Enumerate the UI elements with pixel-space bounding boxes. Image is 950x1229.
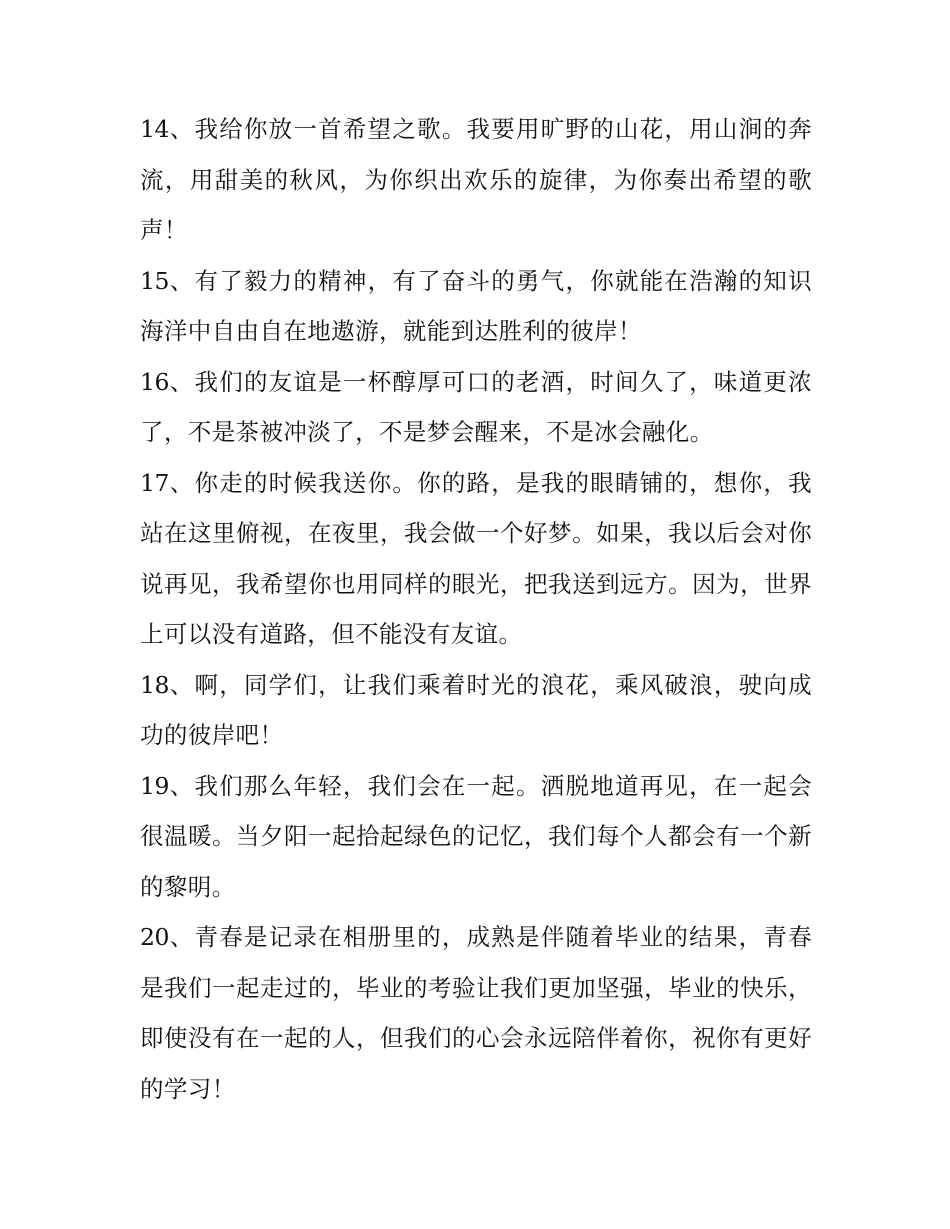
paragraph-text: 我们那么年轻，我们会在一起。洒脱地道再见，在一起会很温暖。当夕阳一起拾起绿色的记忆，我们每个人都会有一个新的黎明。 — [140, 771, 813, 901]
paragraph-text: 有了毅力的精神，有了奋斗的勇气，你就能在浩瀚的知识海洋中自由自在地遨游，就能到达胜利的彼岸！ — [140, 266, 813, 345]
paragraph-number: 17 — [140, 468, 169, 497]
paragraph-number: 20 — [140, 923, 169, 951]
paragraph-17 — [140, 458, 812, 660]
paragraph-text: 啊，同学们，让我们乘着时光的浪花，乘风破浪，驶向成功的彼岸吧！ — [140, 670, 813, 749]
document-page — [140, 104, 812, 1114]
paragraph-separator: 、 — [168, 266, 195, 295]
paragraph-separator: 、 — [168, 771, 195, 800]
paragraph-20 — [140, 912, 812, 1114]
paragraph-16 — [140, 357, 812, 458]
paragraph-text: 你走的时候我送你。你的路，是我的眼睛铺的，想你，我站在这里俯视，在夜里，我会做一个好梦。如果，我以后会对你说再见，我希望你也用同样的眼光，把我送到远方。因为，世界上可以没有道路，但不能没有友谊。 — [140, 468, 813, 648]
paragraph-text: 我给你放一首希望之歌。我要用旷野的山花，用山涧的奔流，用甜美的秋风，为你织出欢乐的旋律，为你奏出希望的歌声！ — [140, 115, 813, 244]
paragraph-19 — [140, 761, 812, 913]
paragraph-separator: 、 — [168, 367, 195, 396]
paragraph-number: 15 — [140, 266, 169, 295]
paragraph-separator: 、 — [168, 923, 195, 951]
paragraph-15 — [140, 256, 812, 357]
paragraph-text: 我们的友谊是一杯醇厚可口的老酒，时间久了，味道更浓了，不是茶被冲淡了，不是梦会醒来，不是冰会融化。 — [140, 367, 813, 446]
paragraph-14 — [140, 104, 812, 256]
paragraph-text: 青春是记录在相册里的，成熟是伴随着毕业的结果，青春是我们一起走过的，毕业的考验让我们更加坚强，毕业的快乐，即使没有在一起的人，但我们的心会永远陪伴着你，祝你有更好的学习！ — [140, 923, 813, 1103]
paragraph-separator: 、 — [168, 670, 195, 699]
paragraph-number: 14 — [140, 115, 169, 143]
paragraph-separator: 、 — [168, 115, 195, 143]
paragraph-number: 18 — [140, 670, 169, 699]
paragraph-number: 16 — [140, 367, 169, 396]
paragraph-number: 19 — [140, 771, 169, 800]
paragraph-separator: 、 — [168, 468, 195, 497]
paragraph-18 — [140, 660, 812, 761]
